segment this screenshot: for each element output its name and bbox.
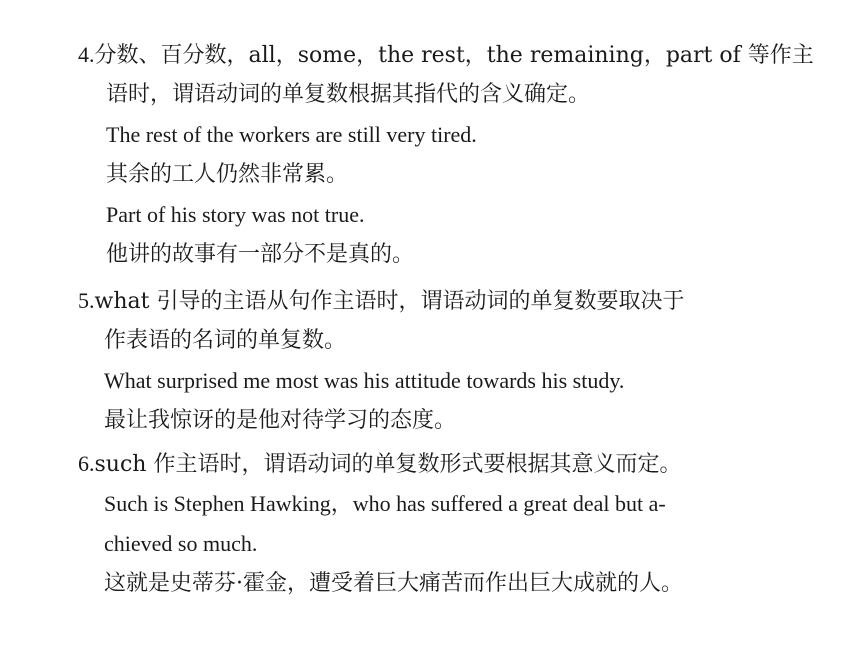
item-4-example-1-zh: 其余的工人仍然非常累。: [106, 162, 349, 187]
item-4-example-2-en: Part of his story was not true.: [106, 202, 365, 227]
item-6-example-1-en-line-2: chieved so much.: [104, 531, 258, 556]
item-4-rule-text-1: 分数、百分数，all，some，the rest，the remaining，part of 等作主: [94, 43, 814, 68]
item-6-rule-text-1: such 作主语时，谓语动词的单复数形式要根据其意义而定。: [94, 452, 682, 477]
item-5-example-1-en: What surprised me most was his attitude towards his study.: [104, 368, 625, 393]
item-6-number: 6.: [78, 451, 95, 476]
item-6-example-1-en-line-1: Such is Stephen Hawking，who has suffered a great deal but a-: [104, 491, 666, 516]
item-5-example-1-zh: 最让我惊讶的是他对待学习的态度。: [104, 408, 457, 433]
item-4-example-2-zh: 他讲的故事有一部分不是真的。: [106, 242, 415, 267]
item-5-rule-text-1: what 引导的主语从句作主语时，谓语动词的单复数要取决于: [94, 289, 685, 314]
item-4-rule-line-2: 语时，谓语动词的单复数根据其指代的含义确定。: [106, 82, 591, 107]
item-6-rule-line-1: [78, 449, 681, 479]
item-4-rule-line-1: [78, 40, 814, 70]
item-6-example-1-zh: 这就是史蒂芬·霍金，遭受着巨大痛苦而作出巨大成就的人。: [104, 571, 683, 596]
item-5-rule-line-2: 作表语的名词的单复数。: [104, 328, 347, 353]
item-5-number: 5.: [78, 288, 95, 313]
item-5-rule-line-1: [78, 286, 684, 316]
item-4-number: 4.: [78, 42, 95, 67]
item-4-example-1-en: The rest of the workers are still very tired.: [106, 122, 477, 147]
